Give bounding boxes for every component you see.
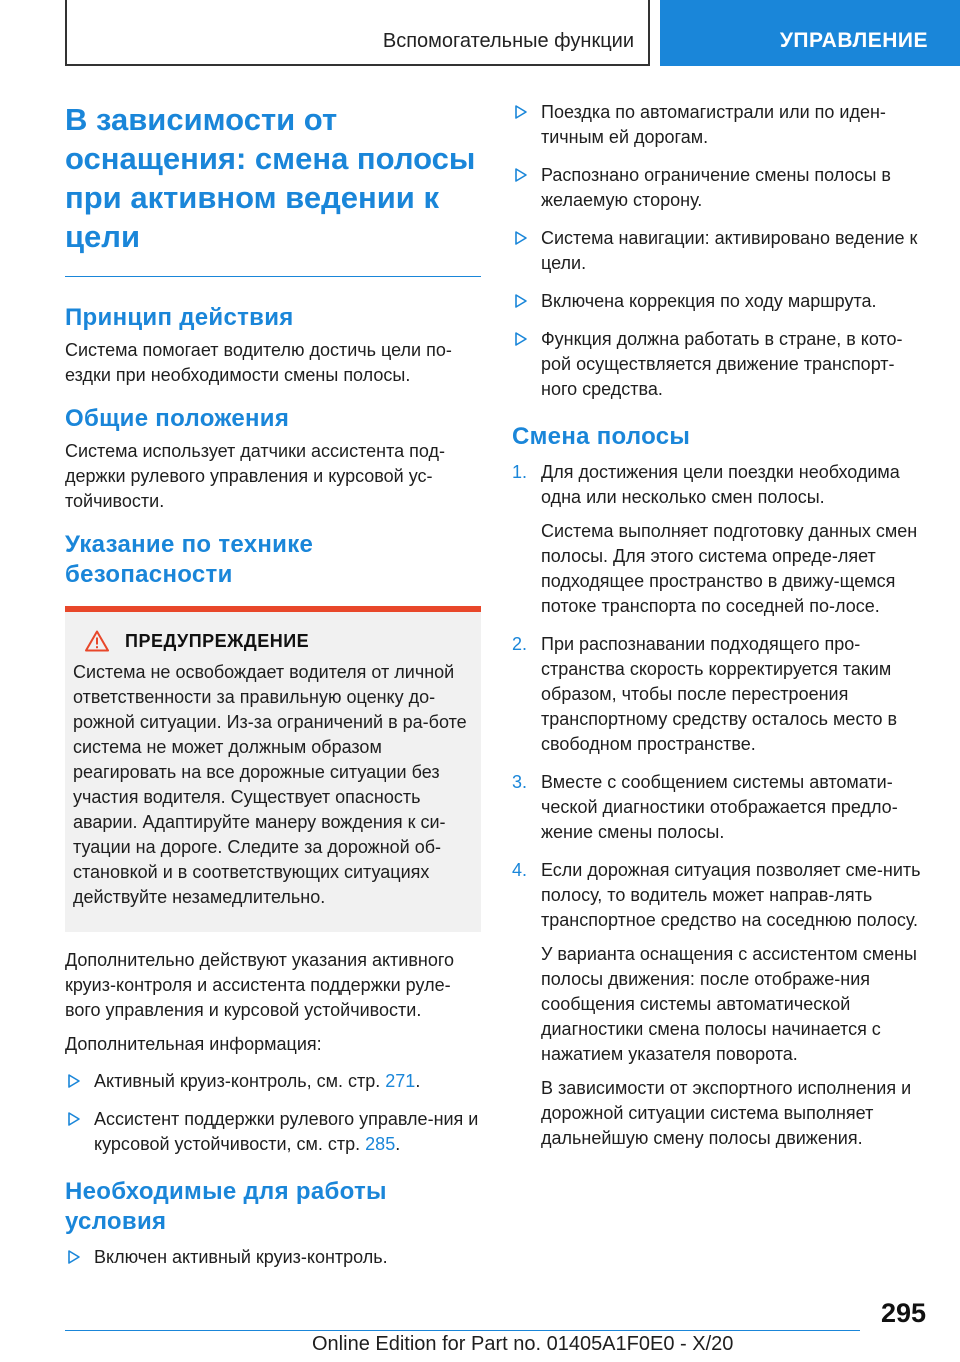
page-number: 295 bbox=[880, 1298, 926, 1328]
lane-change-steps bbox=[512, 460, 926, 1151]
bullet-triangle-icon bbox=[514, 293, 528, 309]
general-heading: Общие положения bbox=[65, 405, 290, 432]
title-divider bbox=[65, 276, 481, 277]
page-link-271[interactable]: 271 bbox=[385, 1071, 416, 1091]
warning-box bbox=[65, 606, 481, 932]
step-subtext: Система выполняет подготовку данных смен полосы. Для этого система опреде-ляет подходящее пространство в движу-щемся потоке транспорта по соседней по-лосе. bbox=[541, 521, 918, 616]
step-item bbox=[512, 632, 926, 757]
step-number: 2. bbox=[512, 634, 528, 654]
bullet-triangle-icon bbox=[67, 1111, 81, 1127]
step-item bbox=[512, 770, 926, 845]
bullet-triangle-icon bbox=[67, 1249, 81, 1265]
left-column bbox=[65, 100, 481, 1283]
list-item: Включена коррекция по ходу маршрута. bbox=[512, 289, 926, 314]
page-title: В зависимости от оснащения: смена полосы при активном ведении к цели bbox=[65, 102, 476, 254]
list-item: Ассистент поддержки рулевого управле-ния и курсовой устойчивости, см. стр. 285. bbox=[65, 1107, 481, 1157]
step-number: 3. bbox=[512, 772, 528, 792]
section-tab bbox=[65, 0, 650, 66]
list-item: Включен активный круиз-контроль. bbox=[65, 1245, 481, 1270]
step-text: При распознавании подходящего про-странства скорость корректируется таким образом, чтобы после перестроения транспортному средству осталось место в свободном пространстве. bbox=[541, 634, 898, 754]
step-item bbox=[512, 460, 926, 619]
principle-heading: Принцип действия bbox=[65, 304, 294, 331]
lane-change-heading: Смена полосы bbox=[512, 423, 691, 450]
principle-text: Система помогает водителю достичь цели по-ездки при необходимости смены полосы. bbox=[65, 340, 452, 385]
page-header bbox=[0, 0, 960, 66]
bullet-triangle-icon bbox=[67, 1073, 81, 1089]
additional-text: Дополнительно действуют указания активного круиз-контроля и ассистента поддержки руле-вого управления и курсовой устойчивости. bbox=[65, 950, 455, 1020]
right-column bbox=[512, 100, 926, 1164]
chapter-title: УПРАВЛЕНИЕ bbox=[779, 29, 928, 52]
conditions-list-right bbox=[512, 100, 926, 402]
step-subtext: У варианта оснащения с ассистентом смены полосы движения: после отображе-ния сообщения системы автоматической диагностики смена полосы начинается с нажатием указателя поворота. bbox=[541, 944, 917, 1064]
safety-heading: Указание по технике безопасности bbox=[65, 531, 314, 588]
bullet-triangle-icon bbox=[514, 331, 528, 347]
warning-header bbox=[73, 630, 472, 652]
warning-triangle-icon bbox=[85, 630, 109, 652]
step-text: Для достижения цели поездки необходима одна или несколько смен полосы. bbox=[541, 462, 900, 507]
warning-text: Система не освобождает водителя от личной ответственности за правильную оценку до-рожной ситуации. Из-за ограничений в ра-боте система не может должным образом реагировать на все дорожные ситуации без участия водителя. Существует опасность аварии. Адаптируйте манеру вождения к си-туации на дороге. Следите за дорожной об-становкой и в соответствующих ситуациях действуйте незамедлительно. bbox=[73, 662, 467, 907]
step-number: 1. bbox=[512, 462, 528, 482]
page-link-285[interactable]: 285 bbox=[365, 1134, 396, 1154]
bullet-triangle-icon bbox=[514, 104, 528, 120]
conditions-heading: Необходимые для работы условия bbox=[65, 1178, 387, 1235]
general-text: Система использует датчики ассистента под-держки рулевого управления и курсовой ус-тойчивости. bbox=[65, 441, 445, 511]
step-text: Если дорожная ситуация позволяет сме-нить полосу, то водитель может направ-лять транспортное средство на соседнюю полосу. bbox=[541, 860, 921, 930]
more-info-label: Дополнительная информация: bbox=[65, 1034, 322, 1054]
section-title: Вспомогательные функции bbox=[382, 30, 634, 52]
step-number: 4. bbox=[512, 860, 528, 880]
step-item bbox=[512, 858, 926, 1151]
step-text: Вместе с сообщением системы автомати-ческой диагностики отображается предло-жение смены полосы. bbox=[541, 772, 898, 842]
footer-divider bbox=[65, 1330, 860, 1331]
list-item: Поездка по автомагистрали или по иден-тичным ей дорогам. bbox=[512, 100, 926, 150]
conditions-list-left bbox=[65, 1245, 481, 1270]
chapter-tab bbox=[660, 0, 960, 66]
list-item: Активный круиз-контроль, см. стр. 271. bbox=[65, 1069, 481, 1094]
list-item: Функция должна работать в стране, в кото-рой осуществляется движение транспорт-ного средства. bbox=[512, 327, 926, 402]
warning-title: ПРЕДУПРЕЖДЕНИЕ bbox=[125, 630, 310, 651]
list-item: Система навигации: активировано ведение к цели. bbox=[512, 226, 926, 276]
bullet-triangle-icon bbox=[514, 167, 528, 183]
more-info-list bbox=[65, 1069, 481, 1157]
list-item: Распознано ограничение смены полосы в желаемую сторону. bbox=[512, 163, 926, 213]
footer-edition: Online Edition for Part no. 01405A1F0E0 - X/20 bbox=[312, 1333, 734, 1355]
bullet-triangle-icon bbox=[514, 230, 528, 246]
step-subtext: В зависимости от экспортного исполнения и дорожной ситуации система выполняет дальнейшую смену полосы движения. bbox=[541, 1078, 912, 1148]
